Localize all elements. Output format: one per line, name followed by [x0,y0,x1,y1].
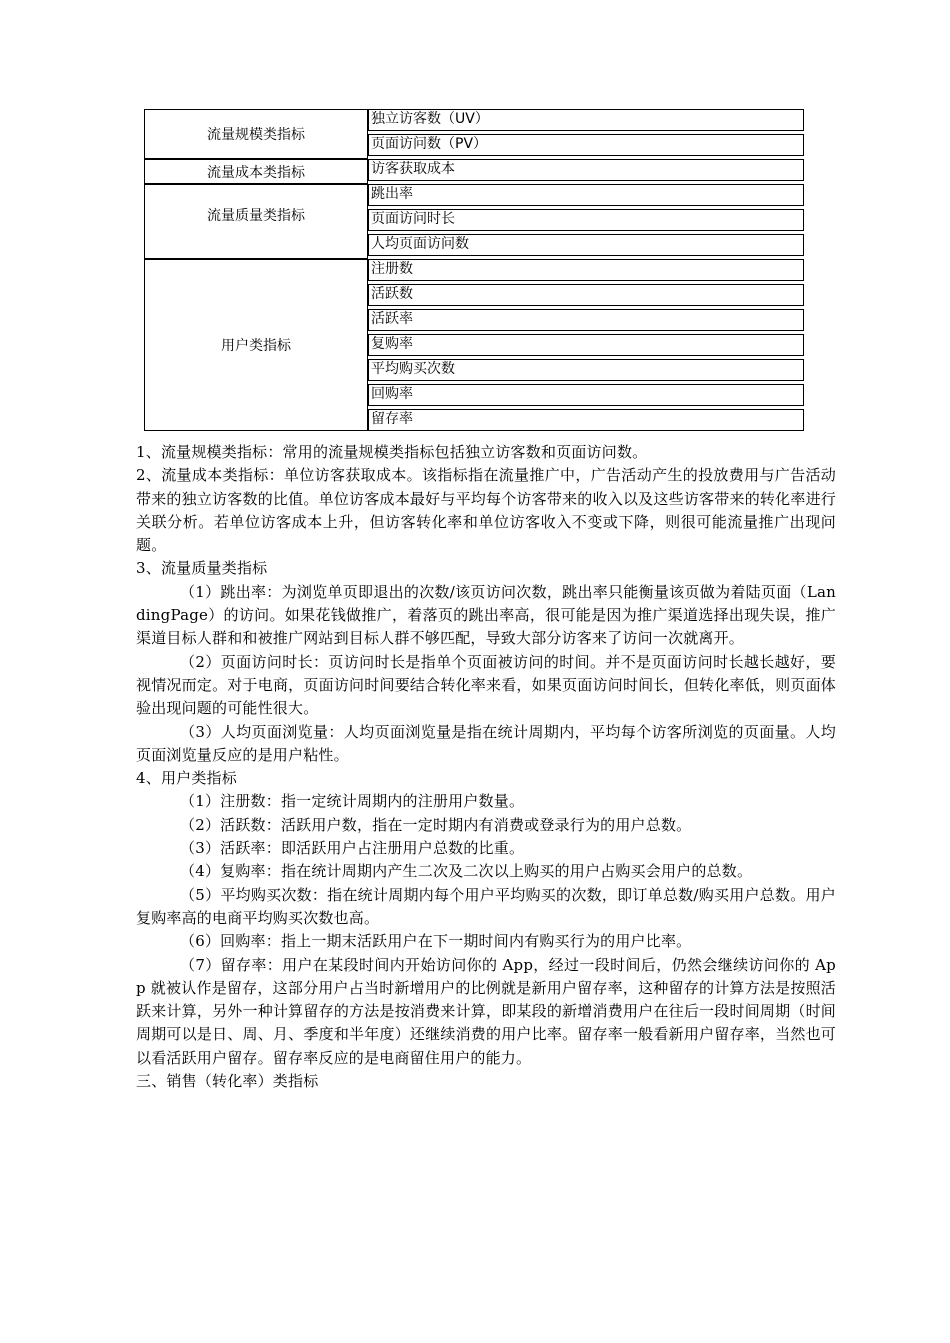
section-heading: 4、用户类指标 [136,769,237,788]
section-heading: 1、流量规模类指标：常用的流量规模类指标包括独立访客数和页面访问数。 [136,443,648,461]
category-cell-user [144,259,368,431]
item-row: 页面访问数（PV） [368,134,804,156]
section-heading: 3、流量质量类指标 [136,559,268,578]
category-cell-traffic-cost [144,159,368,184]
section-heading: 三、销售（转化率）类指标 [136,1072,319,1091]
paragraph: （3）活跃率：即活跃用户占注册用户总数的比重。 [180,839,525,858]
item-row: 活跃数 [368,284,804,306]
category-label: 用户类指标 [221,338,291,354]
item-row: 注册数 [368,259,804,281]
category-cell-traffic-quality [144,184,368,259]
paragraph: （5）平均购买次数：指在统计周期内每个用户平均购买的次数，即订单总数/购买用户总数。用户复购率高的电商平均购买次数也高。 [136,885,836,927]
paragraph: 2、流量成本类指标：单位访客获取成本。该指标指在流量推广中，广告活动产生的投放费用与广告活动带来的独立访客数的比值。单位访客成本最好与平均每个访客带来的收入以及这些访客带来的转化率进行关联分析。若单位访客成本上升，但访客转化率和单位访客收入不变或下降，则很可能流量推广出现问题。 [136,466,836,555]
item-row: 独立访客数（UV） [368,109,804,131]
item-row: 活跃率 [368,309,804,331]
metric-table [144,109,804,431]
category-label: 流量质量类指标 [207,208,305,224]
paragraph: （4）复购率：指在统计周期内产生二次及二次以上购买的用户占购买会用户的总数。 [180,862,753,881]
item-row: 访客获取成本 [368,159,804,181]
item-row: 页面访问时长 [368,209,804,231]
item-row: 平均购买次数 [368,359,804,381]
document-body [136,441,836,1093]
item-row: 回购率 [368,384,804,406]
category-label: 流量规模类指标 [207,127,305,143]
paragraph: （6）回购率：指上一期末活跃用户在下一期时间内有购买行为的用户比率。 [180,932,692,951]
paragraph: （2）活跃数：活跃用户数，指在一定时期内有消费或登录行为的用户总数。 [180,815,692,834]
paragraph: （3）人均页面浏览量：人均页面浏览量是指在统计周期内，平均每个访客所浏览的页面量。人均页面浏览量反应的是用户粘性。 [136,722,836,764]
category-cell-traffic-scale [144,109,368,159]
category-label: 流量成本类指标 [207,164,305,181]
item-row: 复购率 [368,334,804,356]
item-row: 人均页面访问数 [368,234,804,256]
paragraph: （2）页面访问时长：页访问时长是指单个页面被访问的时间。并不是页面访问时长越长越好，要视情况而定。对于电商，页面访问时间要结合转化率来看，如果页面访问时间长，但转化率低，则页面体验出现问题的可能性很大。 [136,652,836,718]
item-row: 留存率 [368,409,804,431]
paragraph: （1）跳出率：为浏览单页即退出的次数/该页访问次数，跳出率只能衡量该页做为着陆页面（LandingPage）的访问。如果花钱做推广，着落页的跳出率高，很可能是因为推广渠道选择出现失误，推广渠道目标人群和和被推广网站到目标人群不够匹配，导致大部分访客来了访问一次就离开。 [136,582,836,648]
paragraph: （7）留存率：用户在某段时间内开始访问你的 App，经过一段时间后，仍然会继续访问你的 App 就被认作是留存，这部分用户占当时新增用户的比例就是新用户留存率，这种留存的计算方法是按照活跃来计算，另外一种计算留存的方法是按消费来计算，即某段的新增消费用户在往后一段时间周期（时间周期可以是日、周、月、季度和半年度）还继续消费的用户比率。留存率一般看新用户留存率，当然也可以看活跃用户留存。留存率反应的是电商留住用户的能力。 [136,955,836,1067]
paragraph: （1）注册数：指一定统计周期内的注册用户数量。 [180,792,525,811]
item-row: 跳出率 [368,184,804,206]
